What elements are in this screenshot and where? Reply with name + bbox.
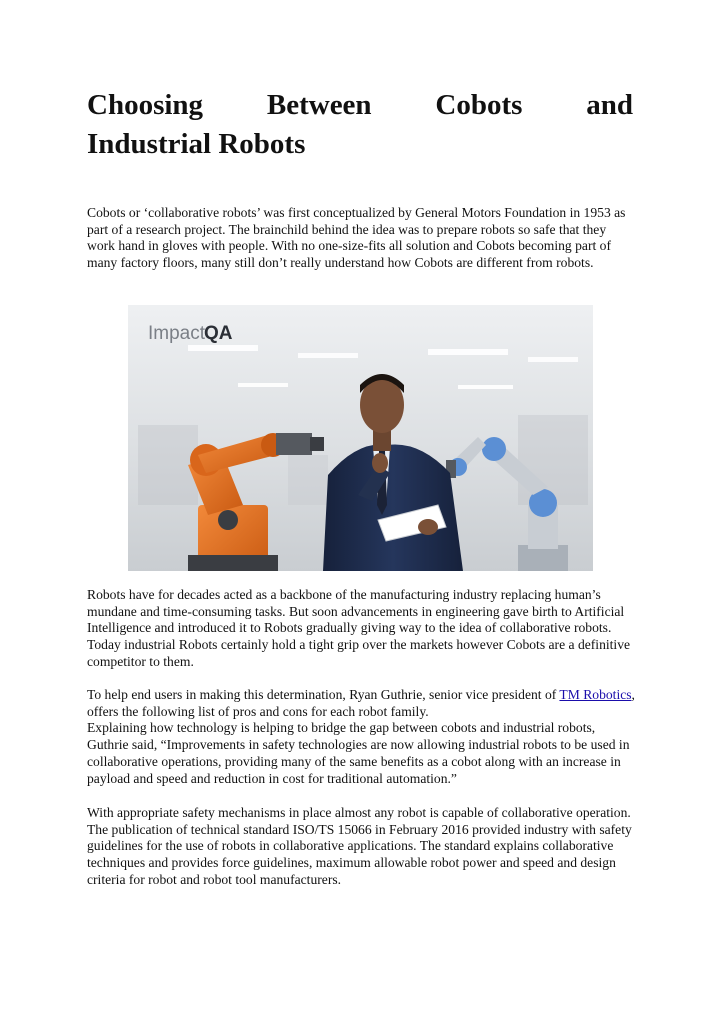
title-word: Between bbox=[266, 89, 372, 121]
article-image bbox=[128, 305, 593, 571]
paragraph-text: With appropriate safety mechanisms in place almost any robot is capable of collaborative operation. The publication of technical standard ISO/TS 15066 in February 2016 provided industry with safety guidelines for the use of robots in collaborative applications. The standard explains collaborative techniques and provides force guidelines, maximum allowable robot power and speed and design criteria for robot and robot tool manufacturers. bbox=[87, 805, 632, 887]
paragraph-backbone bbox=[87, 587, 635, 671]
paragraph-text-before-link: To help end users in making this determination, Ryan Guthrie, senior vice president of bbox=[87, 687, 560, 702]
paragraph-text: Robots have for decades acted as a backbone of the manufacturing industry replacing human’s mundane and time-consuming tasks. But soon advancements in engineering gave birth to Artificial Intelligence and introduced it to Robots gradually giving way to the idea of collaborative robots. Today industrial Robots certainly hold a tight grip over the markets however Cobots are a definitive competitor to them. bbox=[87, 587, 631, 669]
paragraph-text bbox=[87, 687, 635, 720]
title-word: and bbox=[586, 89, 633, 121]
paragraph-guthrie bbox=[87, 687, 635, 787]
title-word: Choosing bbox=[87, 89, 204, 121]
robots-illustration bbox=[128, 305, 593, 571]
tm-robotics-link[interactable]: TM Robotics bbox=[559, 687, 632, 702]
title-line-2: Industrial Robots bbox=[87, 128, 306, 160]
paragraph-safety bbox=[87, 805, 635, 889]
title-line-1 bbox=[87, 86, 633, 125]
logo-text-bold: QA bbox=[204, 323, 233, 344]
logo-text: Impact bbox=[148, 323, 206, 344]
page-title bbox=[87, 86, 633, 164]
impactqa-logo bbox=[148, 323, 233, 344]
paragraph-intro bbox=[87, 205, 635, 272]
title-word: Cobots bbox=[435, 89, 523, 121]
paragraph-text: Explaining how technology is helping to bridge the gap between cobots and industrial robots, Guthrie said, “Improvements in safety technologies are now allowing industrial robots to be used in collaborative operations, providing many of the same benefits as a cobot along with an increase in payload and speed and reduction in cost for traditional automation.” bbox=[87, 720, 630, 786]
paragraph-text: Cobots or ‘collaborative robots’ was first conceptualized by General Motors Foundation in 1953 as part of a research project. The brainchild behind the idea was to prepare robots so safe that they work hand in gloves with people. With no one-size-fits all solution and Cobots becoming part of many factory floors, many still don’t really understand how Cobots are different from robots. bbox=[87, 205, 626, 271]
paragraph-text-after-link: , offers the following list of pros and cons for each robot family. bbox=[87, 687, 635, 719]
